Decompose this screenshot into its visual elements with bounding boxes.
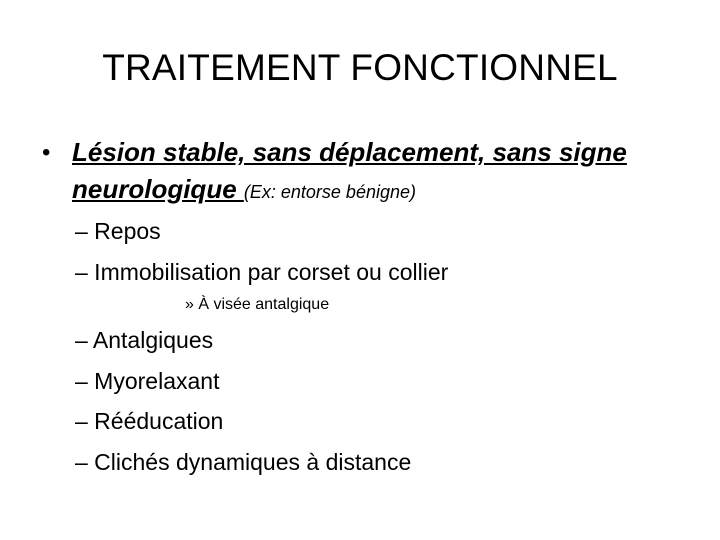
list-item-cliches: – Clichés dynamiques à distance — [75, 449, 412, 475]
list-item-myorelaxant: – Myorelaxant — [75, 368, 220, 394]
list-item-reeducation: – Rééducation — [75, 408, 224, 434]
list-item-repos: – Repos — [75, 218, 161, 244]
bullet-main-text: Lésion stable, sans déplacement, sans signe neurologique — [72, 137, 627, 204]
bullet-marker: • — [42, 139, 51, 166]
bullet-body — [72, 134, 692, 211]
bullet-example-text: (Ex: entorse bénigne) — [243, 182, 416, 202]
slide-title: TRAITEMENT FONCTIONNEL — [102, 47, 618, 88]
sub-item-antalgique: » À visée antalgique — [185, 296, 330, 313]
list-item-antalgiques: – Antalgiques — [75, 327, 214, 353]
list-item-immobilisation: – Immobilisation par corset ou collier — [75, 259, 449, 285]
